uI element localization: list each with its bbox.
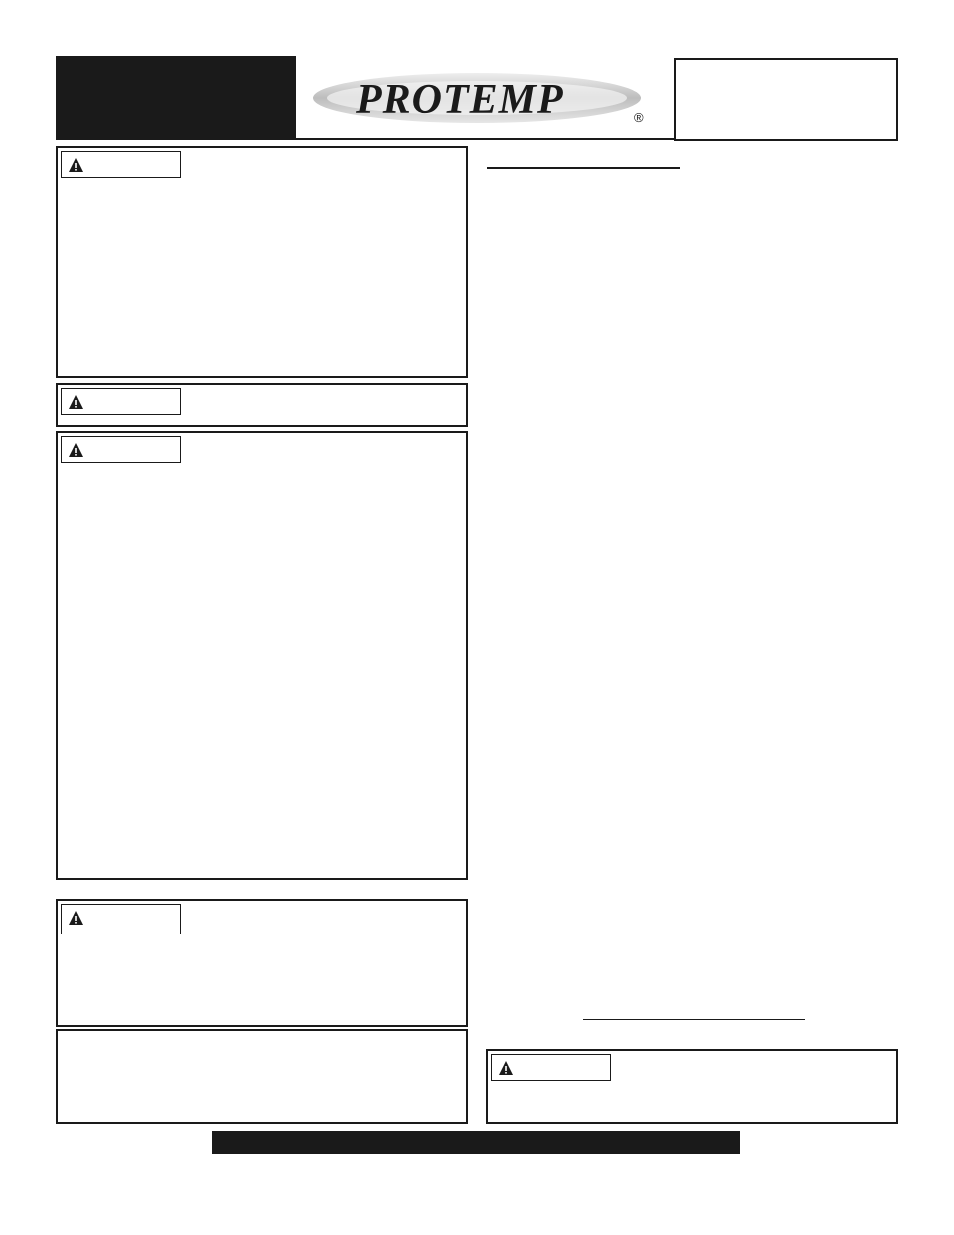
footer-bar — [212, 1131, 740, 1154]
header-black-block — [56, 56, 296, 140]
warning-tag — [491, 1054, 611, 1081]
signature-rule — [583, 1019, 805, 1020]
protemp-logo — [312, 64, 656, 136]
warning-box-5 — [486, 1049, 898, 1124]
warning-triangle-icon — [498, 1060, 514, 1076]
section-heading-rule — [487, 167, 680, 169]
warning-box-2 — [56, 383, 468, 427]
protemp-logo-graphic — [312, 64, 656, 136]
warning-tag — [61, 151, 181, 178]
warning-triangle-icon — [68, 394, 84, 410]
warning-box-4 — [56, 899, 468, 1027]
warning-box-3 — [56, 431, 468, 880]
registered-mark: ® — [634, 110, 644, 125]
logo-wordmark: PROTEMP — [356, 77, 564, 123]
warning-tag — [61, 904, 181, 934]
warning-box-1 — [56, 146, 468, 378]
warning-triangle-icon — [68, 157, 84, 173]
warning-triangle-icon — [68, 442, 84, 458]
header-rule — [296, 138, 674, 140]
warning-tag — [61, 436, 181, 463]
header-info-box — [674, 58, 898, 141]
warning-tag — [61, 388, 181, 415]
notice-box — [56, 1029, 468, 1124]
warning-triangle-icon — [68, 910, 84, 926]
